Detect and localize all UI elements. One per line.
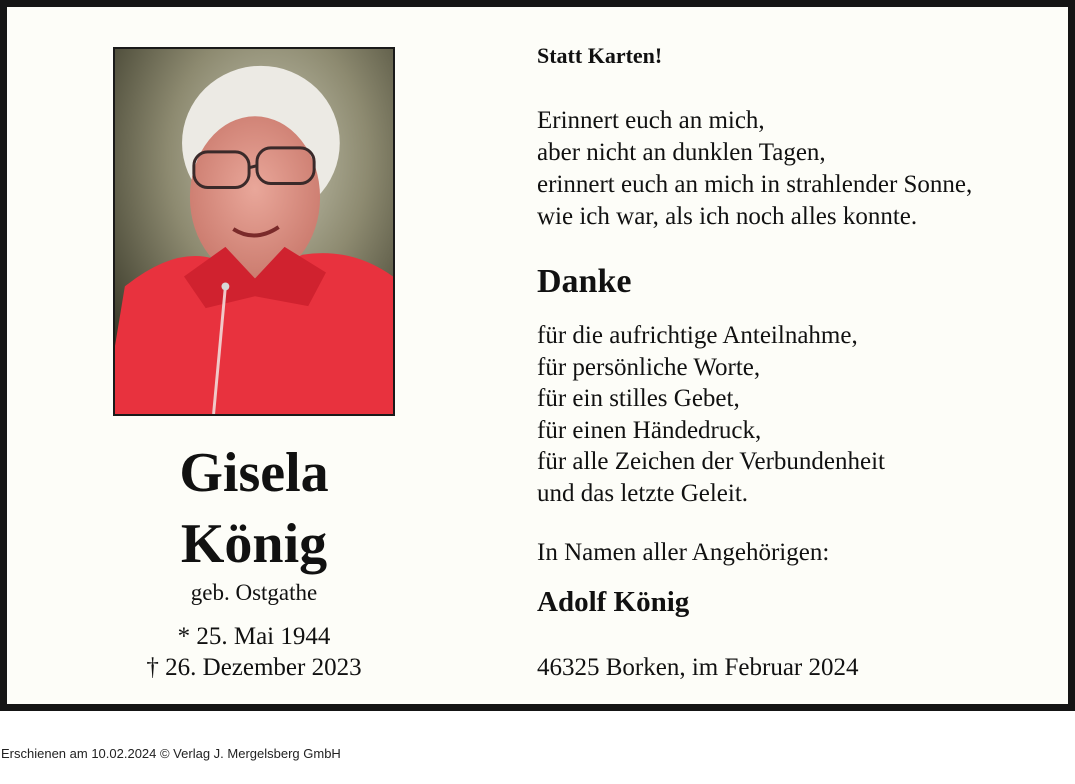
signer-name: Adolf König (537, 586, 690, 618)
thanks-line: für persönliche Worte, (537, 353, 761, 381)
thanks-line: für alle Zeichen der Verbundenheit (537, 448, 885, 476)
thanks-line: für einen Händedruck, (537, 416, 762, 444)
thanks-line: und das letzte Geleit. (537, 479, 749, 507)
portrait-photo-icon (115, 49, 393, 414)
notice-heading: Statt Karten! (537, 43, 663, 68)
portrait-photo (113, 47, 395, 416)
thanks-line: für ein stilles Gebet, (537, 385, 740, 413)
poem (537, 105, 1057, 233)
publication-footer: Erschienen am 10.02.2024 © Verlag J. Mergelsberg GmbH (1, 746, 341, 761)
poem-line: wie ich war, als ich noch alles konnte. (537, 203, 918, 230)
thanks-line: für die aufrichtige Anteilnahme, (537, 322, 858, 349)
thanks-list (537, 320, 1057, 510)
place-date: 46325 Borken, im Februar 2024 (537, 654, 859, 681)
relatives-line: In Namen aller Angehörigen: (537, 539, 830, 566)
poem-line: Erinnert euch an mich, (537, 107, 765, 134)
maiden-name: geb. Ostgathe (190, 580, 318, 605)
thanks-heading: Danke (537, 263, 632, 300)
poem-line: aber nicht an dunklen Tagen, (537, 139, 826, 166)
deceased-first-name: Gisela (179, 442, 329, 504)
death-date: † 26. Dezember 2023 (146, 654, 362, 681)
birth-date: * 25. Mai 1944 (177, 623, 331, 650)
poem-line: erinnert euch an mich in strahlender Sonne, (537, 171, 973, 198)
deceased-last-name: König (180, 513, 328, 575)
